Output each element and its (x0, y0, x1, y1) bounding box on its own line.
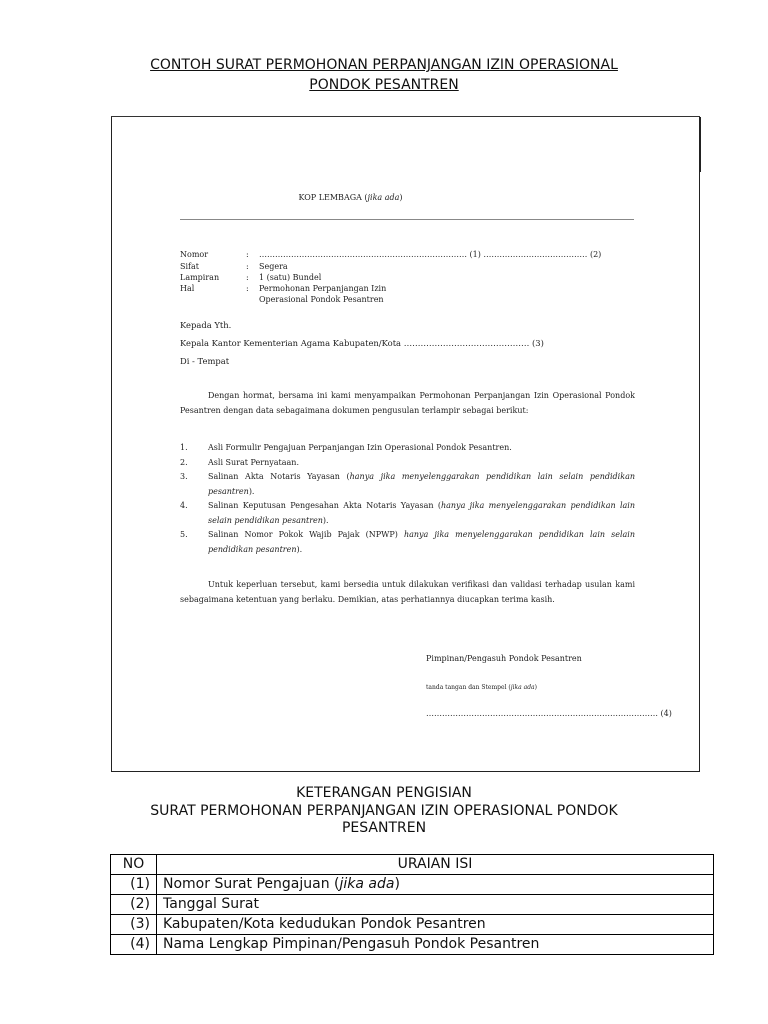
table-row (111, 915, 714, 935)
meta-key: Sifat (180, 262, 199, 271)
list-item-text-wrap (208, 470, 635, 499)
opening-paragraph: Dengan hormat, bersama ini kami menyampaikan Permohonan Perpanjangan Izin Operasional Pondok Pesantren dengan data sebagaimana dokumen pengusulan terlampir sebagai berikut: (180, 391, 635, 415)
meta-colon: : (246, 273, 249, 282)
sign-note-close: ) (534, 684, 537, 691)
list-item (180, 441, 635, 456)
kop-text: KOP LEMBAGA ( (298, 193, 368, 202)
table-cell-uraian (157, 935, 714, 955)
table-header-uraian: URAIAN ISI (157, 855, 714, 875)
meta-hal-cont (180, 294, 384, 305)
cell-italic: jika ada (339, 876, 395, 892)
meta-colon: : (246, 262, 249, 271)
table-cell-uraian (157, 875, 714, 895)
cell-text: Nomor Surat Pengajuan ( (163, 876, 340, 892)
recipient-place: Di - Tempat (180, 356, 230, 366)
kop-close: ) (399, 193, 403, 202)
recipient-name: Kepala Kantor Kementerian Agama Kabupaten/Kota ……………………………………… (3) (180, 338, 544, 348)
cell-text: Kabupaten/Kota kedudukan Pondok Pesantren (163, 916, 486, 932)
frame-top-border (111, 116, 700, 117)
list-item-note: hanya jika menyelenggarakan pendidikan lain selain pendidikan pesantren (208, 501, 635, 525)
meta-value: 1 (satu) Bundel (259, 273, 322, 282)
cell-text: Nama Lengkap Pimpinan/Pengasuh Pondok Pesantren (163, 936, 540, 952)
meta-value: Permohonan Perpanjangan Izin (259, 284, 387, 293)
list-item-close: ). (296, 544, 303, 554)
keterangan-table (110, 854, 714, 955)
table-row (111, 875, 714, 895)
list-item-text: Salinan Keputusan Pengesahan Akta Notaris Yayasan ( (208, 501, 441, 510)
meta-key: Lampiran (180, 273, 220, 282)
table-cell-no: (4) (111, 935, 157, 955)
meta-colon: : (246, 250, 249, 259)
meta-lampiran (180, 272, 321, 283)
list-item-number: 4. (180, 501, 188, 510)
list-item-close: ). (322, 515, 329, 525)
list-item (180, 456, 635, 471)
attachment-list (180, 441, 635, 557)
list-item (180, 499, 635, 528)
meta-key: Nomor (180, 250, 209, 259)
list-item-text-wrap (208, 528, 635, 557)
keterangan-title-line1: KETERANGAN PENGISIAN (296, 785, 472, 801)
document-title-line2: PONDOK PESANTREN (309, 77, 459, 93)
list-item-note: hanya jika menyelenggarakan pendidikan lain selain pendidikan pesantren (208, 472, 635, 496)
meta-value: …………………………………………………………………… (1) ………………………………… (2) (259, 250, 602, 259)
list-item-close: ). (248, 486, 255, 496)
table-header-no: NO (111, 855, 157, 875)
cell-text: Tanggal Surat (163, 896, 259, 912)
sign-note-text: tanda tangan dan Stempel ( (426, 684, 511, 691)
kop-divider (180, 219, 634, 220)
list-item-text: Salinan Nomor Pokok Wajib Pajak (NPWP) (208, 530, 404, 539)
sign-note (426, 684, 537, 691)
table-cell-no: (3) (111, 915, 157, 935)
document-title-line1: CONTOH SURAT PERMOHONAN PERPANJANGAN IZIN OPERASIONAL (150, 57, 618, 73)
list-item (180, 528, 635, 557)
table-cell-no: (1) (111, 875, 157, 895)
list-item-text: Asli Surat Pernyataan. (208, 457, 299, 467)
list-item-number: 3. (180, 472, 188, 481)
table-row (111, 935, 714, 955)
list-item-note: hanya jika menyelenggarakan pendidikan lain selain pendidikan pesantren (208, 530, 635, 554)
list-item-number: 2. (180, 457, 188, 467)
kop-lembaga (111, 193, 590, 202)
meta-value: Segera (259, 262, 288, 271)
list-item-text: Asli Formulir Pengajuan Perpanjangan Izin Operasional Pondok Pesantren. (208, 443, 512, 452)
keterangan-title-line3: PESANTREN (341, 820, 427, 836)
keterangan-title-line2: SURAT PERMOHONAN PERPANJANGAN IZIN OPERASIONAL PONDOK (150, 803, 618, 819)
meta-nomor (180, 249, 601, 260)
closing-paragraph: Untuk keperluan tersebut, kami bersedia untuk dilakukan verifikasi dan validasi terhadap usulan kami sebagaimana ketentuan yang berlaku. Demikian, atas perhatiannya diucapkan terima kasih. (180, 580, 635, 604)
table-header-row (111, 855, 714, 875)
table-cell-uraian (157, 915, 714, 935)
meta-sifat (180, 261, 288, 272)
sign-note-italic: jika ada (510, 684, 535, 691)
frame-right-tick (699, 117, 701, 172)
table-cell-no: (2) (111, 895, 157, 915)
signer-title: Pimpinan/Pengasuh Pondok Pesantren (426, 654, 582, 663)
meta-colon: : (246, 284, 249, 293)
list-item-text: Salinan Akta Notaris Yayasan ( (208, 472, 350, 481)
meta-value: Operasional Pondok Pesantren (259, 295, 384, 304)
recipient-salutation: Kepada Yth. (180, 320, 232, 330)
meta-hal (180, 283, 386, 294)
signer-name: …………………………………………………………………………… (4) (426, 709, 672, 718)
table-cell-uraian (157, 895, 714, 915)
list-item-number: 1. (180, 443, 188, 452)
cell-close: ) (394, 876, 400, 892)
kop-italic: jika ada (367, 193, 400, 202)
list-item-text-wrap (208, 499, 635, 528)
meta-key: Hal (180, 284, 195, 293)
list-item (180, 470, 635, 499)
list-item-number: 5. (180, 530, 188, 539)
table-row (111, 895, 714, 915)
